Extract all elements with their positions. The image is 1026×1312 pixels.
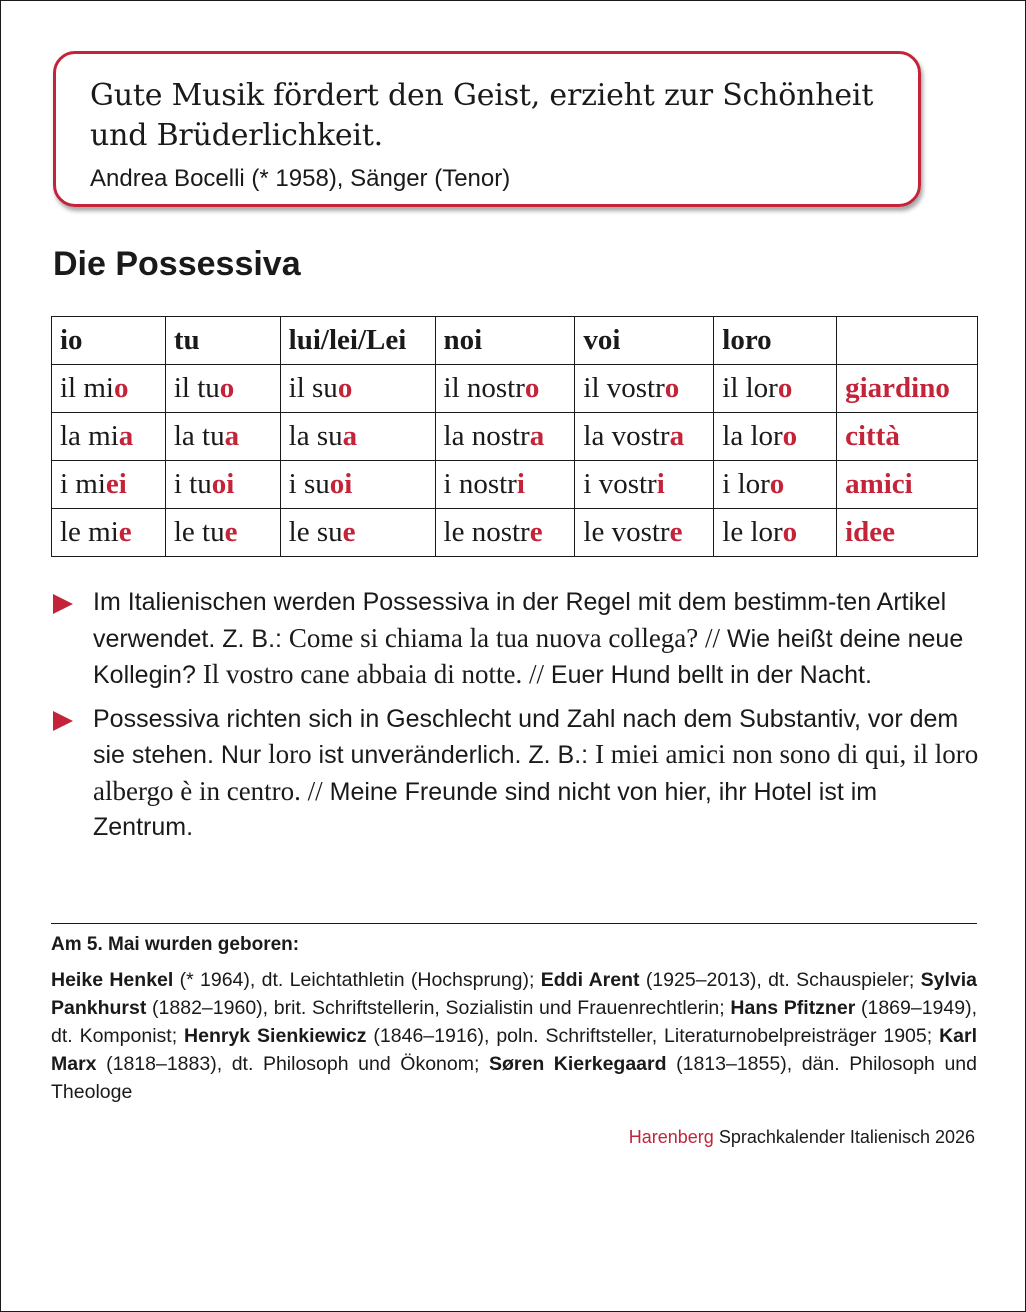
example-italian: loro xyxy=(268,739,312,769)
publication-title: Sprachkalender Italienisch 2026 xyxy=(718,1127,975,1147)
cell-ending: a xyxy=(669,420,685,452)
cell-ending: oi xyxy=(329,468,353,500)
cell-ending: o xyxy=(769,468,785,500)
table-cell xyxy=(575,461,714,509)
table-cell xyxy=(714,365,837,413)
cell-ending: a xyxy=(342,420,358,452)
cell-stem: il su xyxy=(288,372,338,404)
cell-stem: i vostr xyxy=(583,468,657,500)
table-cell xyxy=(52,413,166,461)
cell-stem: i su xyxy=(288,468,330,500)
cell-stem: la lor xyxy=(722,420,783,452)
cell-ending: a xyxy=(529,420,545,452)
quote-box xyxy=(53,51,921,207)
person-name: Hans Pfitzner xyxy=(730,997,856,1019)
person-desc: (1882–1960), brit. Schriftstellerin, Sozialistin und Frauenrechtlerin; xyxy=(146,997,731,1019)
page-title: Die Possessiva xyxy=(53,245,301,283)
cell-stem: le tu xyxy=(173,516,225,548)
table-row xyxy=(52,461,978,509)
header-cell: noi xyxy=(435,317,575,365)
cell-ending: o xyxy=(782,516,798,548)
table-row xyxy=(52,413,978,461)
cell-stem: le mi xyxy=(60,516,119,548)
cell-ending: o xyxy=(219,372,235,404)
rule-text: ist unveränderlich. Z. B.: xyxy=(318,741,589,769)
born-heading: Am 5. Mai wurden geboren: xyxy=(51,934,300,955)
cell-ending: i xyxy=(656,468,665,500)
cell-ending: o xyxy=(337,372,353,404)
table-header-row xyxy=(52,317,978,365)
person-name: Heike Henkel xyxy=(51,969,174,991)
person-desc: (1869–1949), dt. Komponist; xyxy=(51,997,978,1047)
noun-cell: idee xyxy=(837,509,978,557)
table-cell xyxy=(165,461,280,509)
person-name: Søren Kierkegaard xyxy=(488,1053,667,1075)
table-cell xyxy=(52,509,166,557)
cell-ending: i xyxy=(516,468,525,500)
cell-stem: il lor xyxy=(722,372,778,404)
cell-stem: la nostr xyxy=(443,420,530,452)
rule-list xyxy=(53,585,983,854)
header-cell: lui/lei/Lei xyxy=(280,317,435,365)
rule-text: Im Italienischen werden Possessiva in der Regel mit dem bestimm-ten Artikel verwendet. Z. B.: xyxy=(93,588,947,653)
example-italian: I miei amici non sono di qui, il loro albergo è in centro. // xyxy=(93,739,979,806)
person-desc: (1813–1855), dän. Philosoph und Theologe xyxy=(51,1053,977,1103)
header-cell: voi xyxy=(575,317,714,365)
person-name: Sylvia Pankhurst xyxy=(51,969,977,1019)
cell-ending: e xyxy=(529,516,543,548)
rule-item xyxy=(53,702,983,846)
person-name: Eddi Arent xyxy=(540,969,640,991)
cell-stem: le su xyxy=(288,516,343,548)
header-cell: loro xyxy=(714,317,837,365)
table-cell xyxy=(575,365,714,413)
cell-stem: il vostr xyxy=(583,372,665,404)
cell-stem: i mi xyxy=(60,468,106,500)
header-cell: tu xyxy=(165,317,280,365)
cell-ending: e xyxy=(118,516,132,548)
table-cell xyxy=(435,413,575,461)
example-italian: Come si chiama la tua nuova collega? // xyxy=(288,622,721,653)
triangle-bullet-icon xyxy=(53,711,73,731)
table-cell xyxy=(52,365,166,413)
person-desc: (1818–1883), dt. Philosoph und Ökonom; xyxy=(96,1053,489,1075)
header-cell: io xyxy=(52,317,166,365)
cell-ending: ei xyxy=(105,468,127,500)
table-cell xyxy=(435,509,575,557)
table-cell xyxy=(435,365,575,413)
table-cell xyxy=(714,461,837,509)
person-desc: (1846–1916), poln. Schriftsteller, Literaturnobelpreisträger 1905; xyxy=(366,1025,940,1047)
cell-stem: le vostr xyxy=(583,516,670,548)
cell-ending: e xyxy=(342,516,356,548)
table-cell xyxy=(714,509,837,557)
footer xyxy=(629,1127,975,1148)
noun-cell: città xyxy=(837,413,978,461)
table-cell xyxy=(575,509,714,557)
divider xyxy=(51,923,977,924)
cell-stem: i lor xyxy=(722,468,770,500)
cell-ending: e xyxy=(669,516,683,548)
cell-stem: la mi xyxy=(60,420,119,452)
cell-stem: la vostr xyxy=(583,420,670,452)
quote-author: Andrea Bocelli (* 1958), Sänger (Tenor) xyxy=(90,165,511,192)
table-cell xyxy=(165,413,280,461)
table-row xyxy=(52,509,978,557)
cell-ending: o xyxy=(782,420,798,452)
quote-text: Gute Musik fördert den Geist, erzieht zur Schönheit und Brüderlichkeit. xyxy=(90,78,874,153)
brand-name: Harenberg xyxy=(628,1127,714,1147)
table-cell xyxy=(52,461,166,509)
cell-stem: il nostr xyxy=(443,372,525,404)
person-name: Henryk Sienkiewicz xyxy=(184,1025,367,1047)
cell-stem: i tu xyxy=(173,468,212,500)
cell-ending: a xyxy=(118,420,134,452)
example-italian: Il vostro cane abbaia di notte. // xyxy=(202,659,544,689)
rule-item xyxy=(53,585,983,694)
cell-stem: le lor xyxy=(722,516,783,548)
table-cell xyxy=(280,461,435,509)
table-cell xyxy=(280,509,435,557)
triangle-bullet-icon xyxy=(53,594,73,614)
cell-ending: e xyxy=(224,516,238,548)
cell-ending: o xyxy=(664,372,680,404)
person-desc: (1925–2013), dt. Schauspieler; xyxy=(639,969,921,991)
table-cell xyxy=(280,413,435,461)
table-row xyxy=(52,365,978,413)
example-german: Meine Freunde sind nicht von hier, ihr Hotel ist im Zentrum. xyxy=(93,777,878,841)
cell-stem: il tu xyxy=(173,372,220,404)
cell-ending: o xyxy=(777,372,793,404)
table-cell xyxy=(435,461,575,509)
person-desc: (* 1964), dt. Leichtathletin (Hochsprung); xyxy=(173,969,541,991)
table-cell xyxy=(165,509,280,557)
cell-stem: la su xyxy=(288,420,343,452)
header-cell xyxy=(837,317,978,365)
cell-ending: oi xyxy=(211,468,235,500)
cell-ending: o xyxy=(524,372,540,404)
noun-cell: giardino xyxy=(837,365,978,413)
table-cell xyxy=(280,365,435,413)
person-name: Karl Marx xyxy=(51,1025,977,1075)
noun-cell: amici xyxy=(837,461,978,509)
cell-stem: le nostr xyxy=(443,516,530,548)
example-german: Euer Hund bellt in der Nacht. xyxy=(550,661,872,689)
born-list xyxy=(51,966,977,1106)
table-cell xyxy=(575,413,714,461)
cell-ending: o xyxy=(113,372,129,404)
cell-stem: la tu xyxy=(173,420,225,452)
example-german: Wie heißt deine neue Kollegin? xyxy=(93,624,964,689)
cell-stem: i nostr xyxy=(443,468,517,500)
possessive-table xyxy=(51,316,978,557)
cell-ending: a xyxy=(224,420,240,452)
table-cell xyxy=(165,365,280,413)
cell-stem: il mi xyxy=(60,372,114,404)
rule-text: Possessiva richten sich in Geschlecht und Zahl nach dem Substantiv, vor dem sie stehen. Nur xyxy=(93,704,959,769)
table-cell xyxy=(714,413,837,461)
